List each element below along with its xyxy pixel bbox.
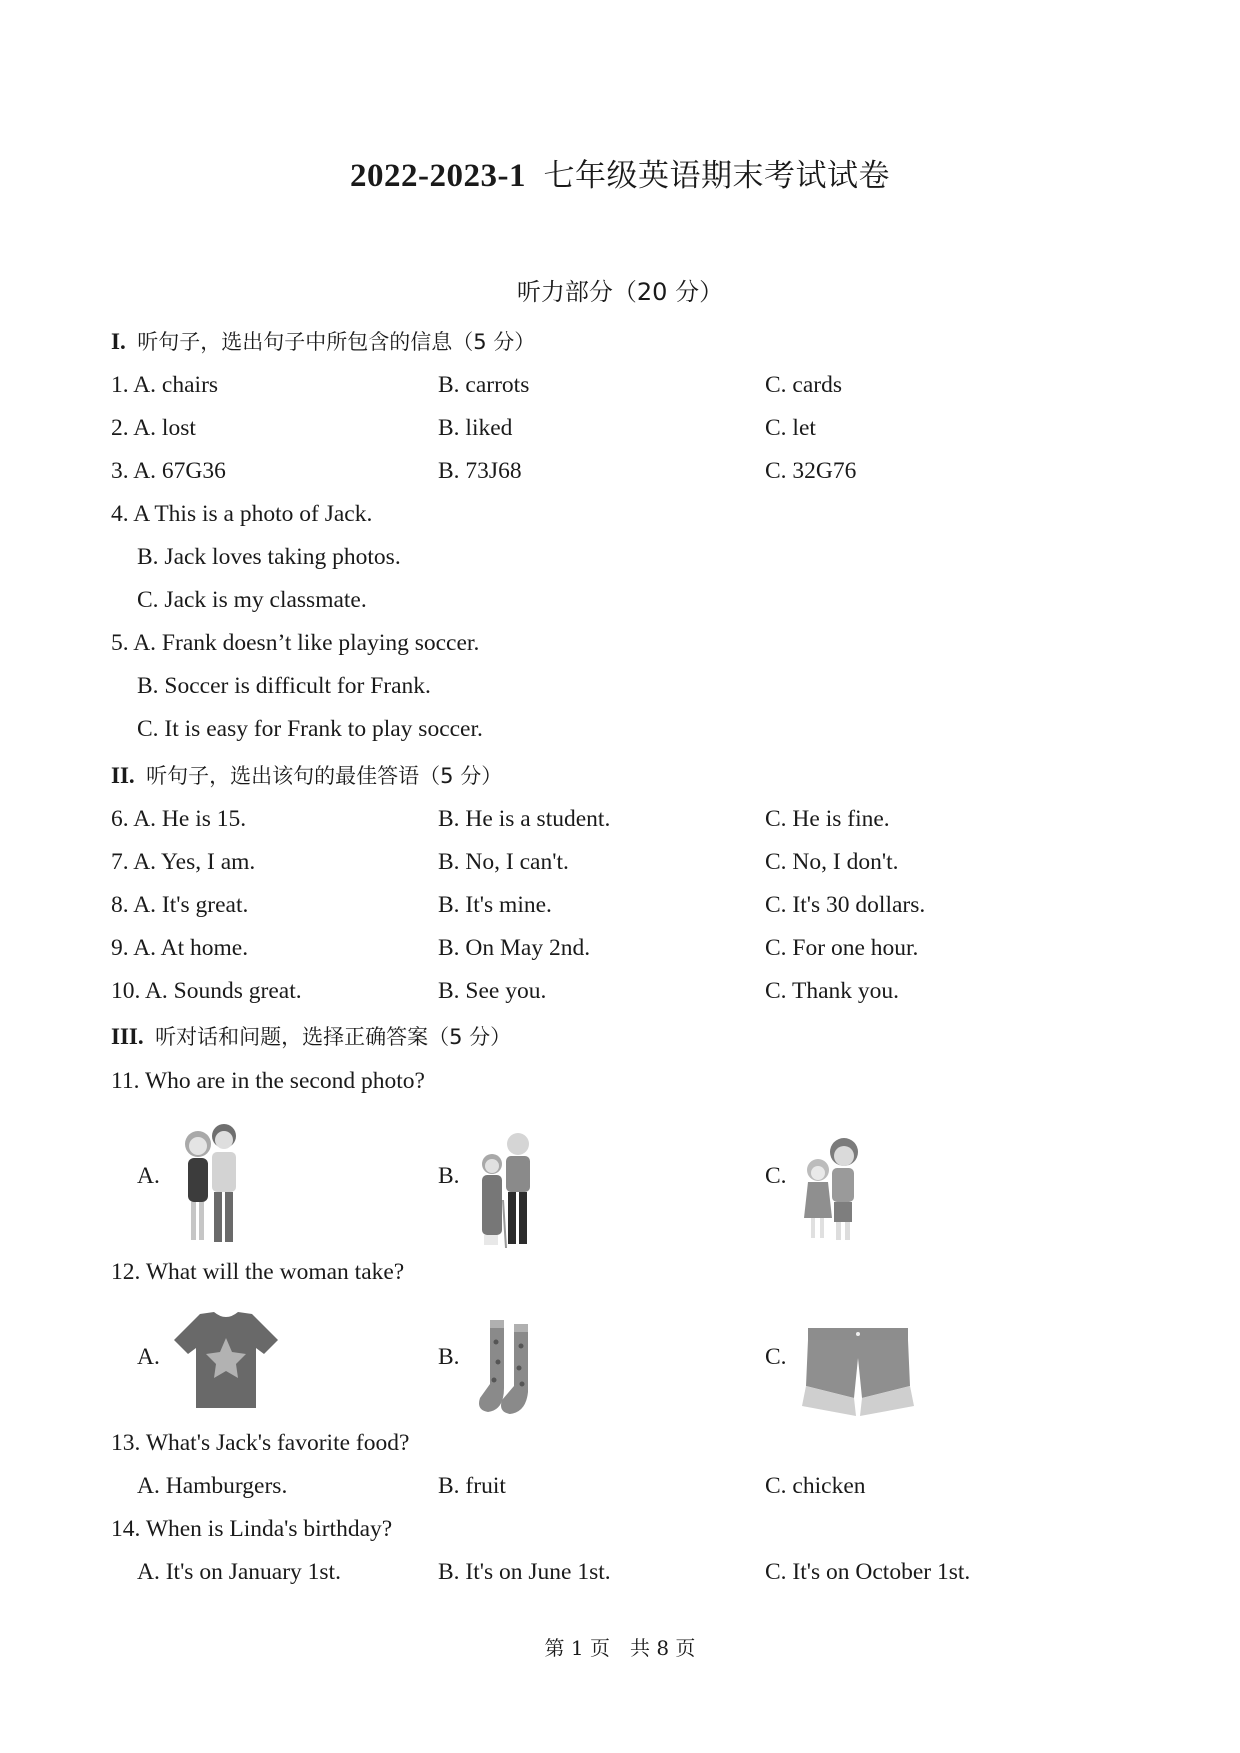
q13-option-c: C. chicken xyxy=(765,1473,866,1499)
q4-option-b: B. Jack loves taking photos. xyxy=(137,544,401,570)
q12-option-c-label: C. xyxy=(765,1344,787,1370)
q3-option-b: B. 73J68 xyxy=(438,458,522,484)
q12-image-shorts xyxy=(798,1328,918,1416)
section-3-heading xyxy=(111,1021,511,1051)
q11-option-b-label: B. xyxy=(438,1163,460,1189)
q3-option-c: C. 32G76 xyxy=(765,458,857,484)
section-numeral: III. xyxy=(111,1024,144,1049)
q14-question: 14. When is Linda's birthday? xyxy=(111,1516,393,1542)
q5-option-c: C. It is easy for Frank to play soccer. xyxy=(137,716,483,742)
section-1-heading xyxy=(111,326,535,356)
q9-option-c: C. For one hour. xyxy=(765,935,919,961)
q2-option-c: C. let xyxy=(765,415,816,441)
q12-image-socks xyxy=(474,1318,544,1416)
q10-option-a: 10. A. Sounds great. xyxy=(111,978,302,1004)
q13-option-b: B. fruit xyxy=(438,1473,506,1499)
exam-title xyxy=(0,150,1240,195)
walking-cane xyxy=(503,1200,506,1248)
left-sock xyxy=(479,1320,504,1412)
page-number-footer: 第 1 页 共 8 页 xyxy=(544,1636,696,1660)
q2-option-a: 2. A. lost xyxy=(111,415,196,441)
right-sock xyxy=(501,1324,528,1414)
q1-option-a: 1. A. chairs xyxy=(111,372,219,398)
old-woman-dress xyxy=(482,1175,502,1235)
q9-option-a: 9. A. At home. xyxy=(111,935,249,961)
q14-option-a: A. It's on January 1st. xyxy=(137,1559,341,1585)
woman-dress xyxy=(188,1158,208,1202)
exam-name: 七年级英语期末考试试卷 xyxy=(543,158,890,194)
q7-option-b: B. No, I can't. xyxy=(438,849,569,875)
q14-option-c: C. It's on October 1st. xyxy=(765,1559,971,1585)
q8-option-b: B. It's mine. xyxy=(438,892,552,918)
q12-question: 12. What will the woman take? xyxy=(111,1259,405,1285)
old-man-head xyxy=(507,1133,529,1155)
listening-part-heading: 听力部分（20 分） xyxy=(516,278,724,306)
q2-option-b: B. liked xyxy=(438,415,513,441)
q8-option-a: 8. A. It's great. xyxy=(111,892,249,918)
q12-image-t-shirt xyxy=(170,1310,282,1410)
q11-question: 11. Who are in the second photo? xyxy=(111,1068,425,1094)
q6-option-c: C. He is fine. xyxy=(765,806,890,832)
q1-option-c: C. cards xyxy=(765,372,843,398)
q5-option-b: B. Soccer is difficult for Frank. xyxy=(137,673,431,699)
man-shirt xyxy=(212,1152,236,1192)
q4-option-a: 4. A This is a photo of Jack. xyxy=(111,501,373,527)
boy-shirt xyxy=(832,1168,854,1202)
q3-option-a: 3. A. 67G36 xyxy=(111,458,226,484)
q4-option-c: C. Jack is my classmate. xyxy=(137,587,367,613)
exam-year: 2022-2023-1 xyxy=(350,158,526,194)
section-instruction: 听句子，选出该句的最佳答语（5 分） xyxy=(146,764,503,788)
q5-option-a: 5. A. Frank doesn’t like playing soccer. xyxy=(111,630,480,656)
q11-image-young-couple xyxy=(176,1122,246,1250)
q6-option-b: B. He is a student. xyxy=(438,806,611,832)
q14-option-b: B. It's on June 1st. xyxy=(438,1559,611,1585)
q6-option-a: 6. A. He is 15. xyxy=(111,806,247,832)
q11-image-elderly-couple xyxy=(470,1130,540,1250)
q11-image-two-children xyxy=(800,1130,870,1248)
section-instruction: 听对话和问题，选择正确答案（5 分） xyxy=(155,1025,512,1049)
q11-option-a-label: A. xyxy=(137,1163,160,1189)
q7-option-c: C. No, I don't. xyxy=(765,849,899,875)
q10-option-c: C. Thank you. xyxy=(765,978,900,1004)
q7-option-a: 7. A. Yes, I am. xyxy=(111,849,256,875)
girl-dress xyxy=(804,1182,832,1218)
old-man-sweater xyxy=(506,1156,530,1192)
section-2-heading xyxy=(111,760,502,790)
section-numeral: I. xyxy=(111,329,126,354)
q8-option-c: C. It's 30 dollars. xyxy=(765,892,926,918)
q9-option-b: B. On May 2nd. xyxy=(438,935,591,961)
q1-option-b: B. carrots xyxy=(438,372,530,398)
shorts-body xyxy=(806,1340,910,1398)
q10-option-b: B. See you. xyxy=(438,978,547,1004)
q12-option-b-label: B. xyxy=(438,1344,460,1370)
section-instruction: 听句子，选出句子中所包含的信息（5 分） xyxy=(137,330,536,354)
q13-question: 13. What's Jack's favorite food? xyxy=(111,1430,410,1456)
q12-option-a-label: A. xyxy=(137,1344,160,1370)
section-numeral: II. xyxy=(111,763,135,788)
q11-option-c-label: C. xyxy=(765,1163,787,1189)
q13-option-a: A. Hamburgers. xyxy=(137,1473,288,1499)
